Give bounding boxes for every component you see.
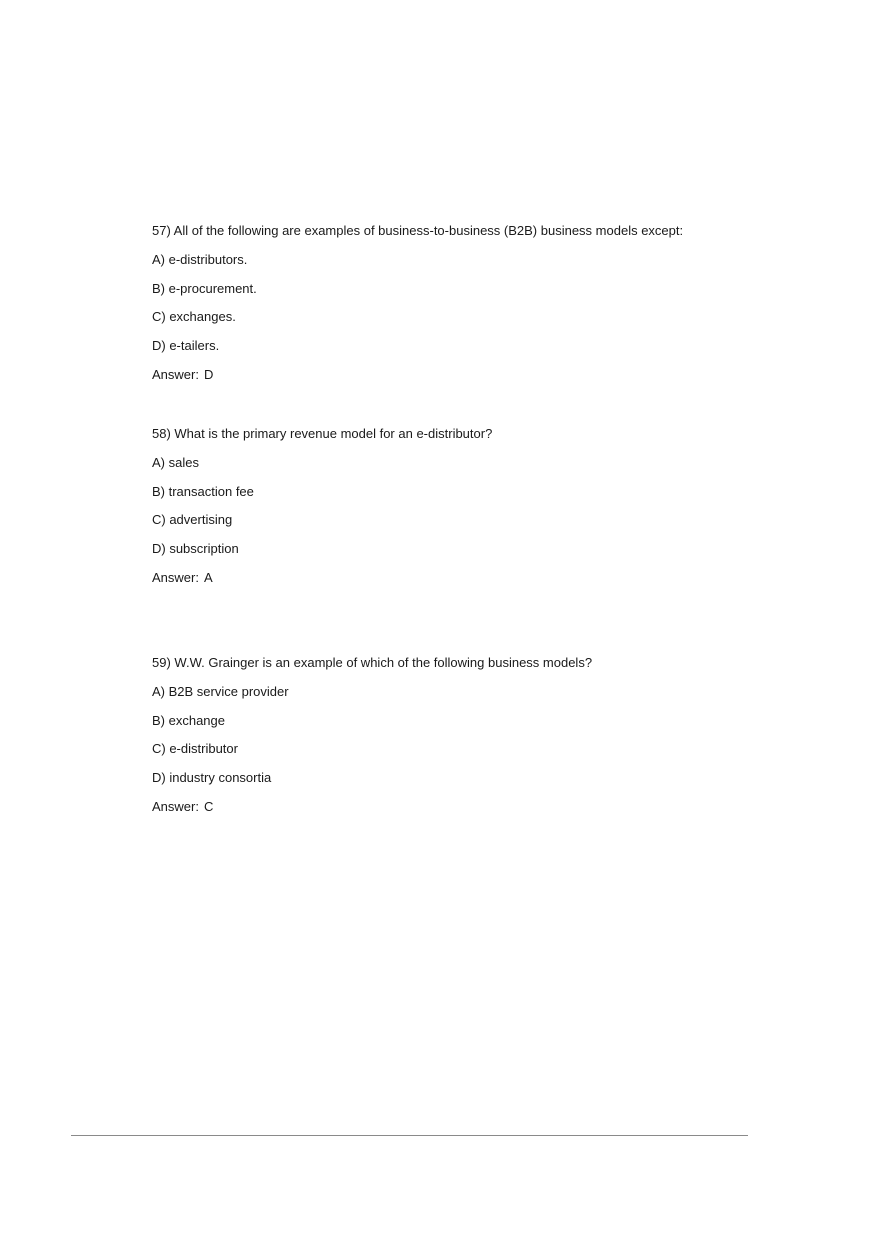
answer-label: Answer: bbox=[152, 366, 199, 382]
answer-value: A bbox=[203, 569, 213, 585]
answer-line bbox=[152, 799, 792, 815]
option-a: A) B2B service provider bbox=[152, 683, 289, 699]
option-a: A) e-distributors. bbox=[152, 251, 248, 267]
option-c: C) exchanges. bbox=[152, 309, 236, 325]
option-b: B) transaction fee bbox=[152, 483, 254, 499]
option-d: D) subscription bbox=[152, 541, 239, 557]
answer-value: D bbox=[203, 366, 214, 382]
question-59 bbox=[152, 655, 792, 828]
option-c: C) e-distributor bbox=[152, 741, 238, 757]
question-stem: 59) W.W. Grainger is an example of which of the following business models? bbox=[152, 655, 593, 670]
option-c: C) advertising bbox=[152, 512, 233, 528]
answer-value: C bbox=[203, 798, 214, 814]
footer-divider bbox=[71, 1135, 748, 1136]
answer-label: Answer: bbox=[152, 798, 199, 814]
option-d: D) e-tailers. bbox=[152, 338, 220, 354]
answer-label: Answer: bbox=[152, 569, 199, 585]
option-a: A) sales bbox=[152, 454, 199, 470]
question-57 bbox=[152, 223, 792, 396]
option-b: B) exchange bbox=[152, 712, 225, 728]
answer-line bbox=[152, 570, 792, 586]
question-stem: 57) All of the following are examples of business-to-business (B2B) business models except: bbox=[152, 223, 684, 238]
question-58 bbox=[152, 426, 792, 599]
option-b: B) e-procurement. bbox=[152, 280, 257, 296]
answer-line bbox=[152, 367, 792, 383]
option-d: D) industry consortia bbox=[152, 770, 272, 786]
question-stem: 58) What is the primary revenue model for an e-distributor? bbox=[152, 426, 493, 441]
